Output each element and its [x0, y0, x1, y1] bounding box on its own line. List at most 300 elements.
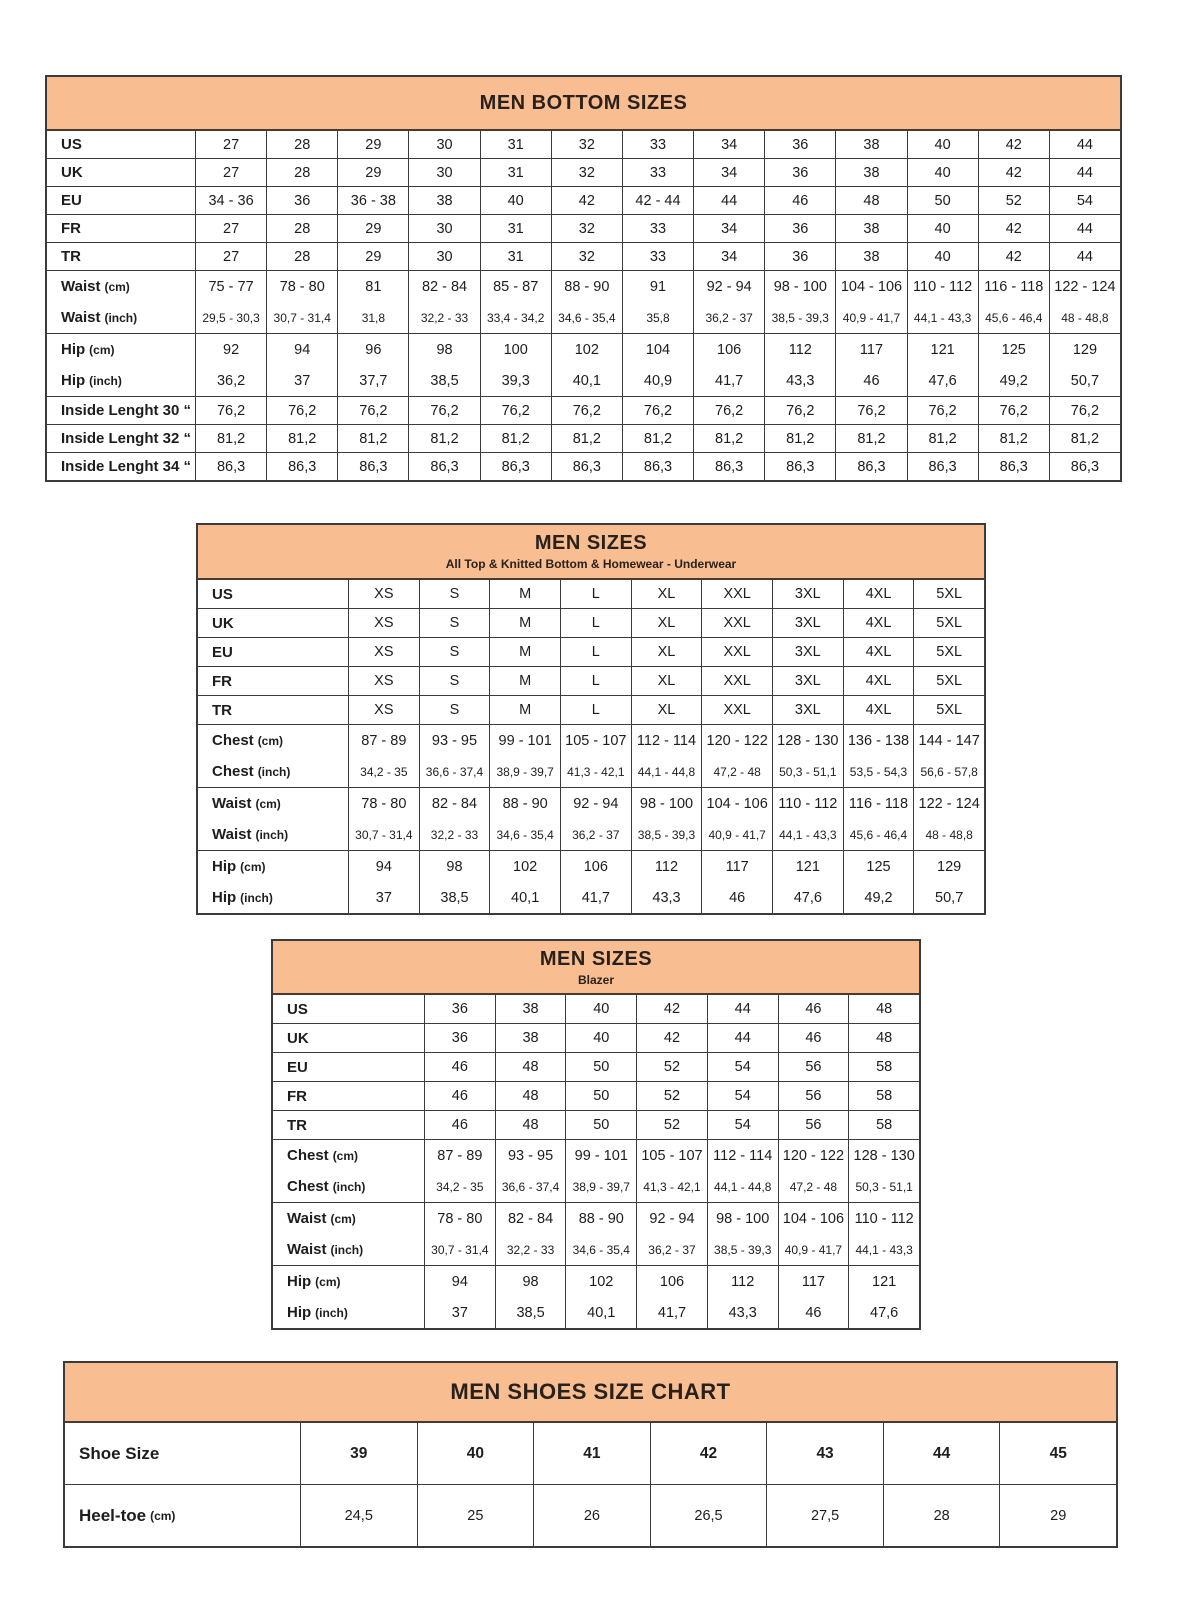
- size-cell: 34: [693, 243, 764, 270]
- size-cell: 56: [778, 1053, 849, 1081]
- size-cell: 32: [551, 159, 622, 186]
- size-cell: 136 - 138: [843, 725, 914, 756]
- size-cell: 106: [636, 1266, 707, 1297]
- size-cell: 116 - 118: [843, 788, 914, 819]
- size-cell: 86,3: [764, 453, 835, 480]
- size-cell: 112 - 114: [631, 725, 702, 756]
- size-cell: 42: [978, 131, 1049, 158]
- size-cell: 24,5: [300, 1485, 417, 1546]
- size-cell: 33: [622, 243, 693, 270]
- size-cell: 81,2: [693, 425, 764, 452]
- row-label-unit: (inch): [240, 890, 273, 905]
- size-cell: 44,1 - 44,8: [707, 1171, 778, 1202]
- size-cell: 34: [693, 159, 764, 186]
- size-cell: 48: [848, 1024, 919, 1052]
- size-cell: 88 - 90: [489, 788, 560, 819]
- size-cell: 36,2 - 37: [693, 302, 764, 333]
- size-cell: 56: [778, 1111, 849, 1139]
- size-cell: 112: [707, 1266, 778, 1297]
- size-cell: 36: [764, 243, 835, 270]
- size-cell: 40: [565, 1024, 636, 1052]
- size-cell: 4XL: [843, 696, 914, 724]
- row-group: [65, 1485, 1116, 1546]
- size-cell: 86,3: [551, 453, 622, 480]
- table-row: [47, 187, 1120, 214]
- size-cell: 81,2: [266, 425, 337, 452]
- size-cell: 45: [999, 1423, 1116, 1484]
- table-row: [198, 667, 984, 695]
- row-label: Heel-toe (cm): [79, 1505, 176, 1525]
- men-bottom-sizes-table: [45, 75, 1122, 482]
- size-cell: 52: [978, 187, 1049, 214]
- table-row: [273, 1140, 919, 1171]
- table-row: [47, 159, 1120, 186]
- size-cell: 29: [337, 159, 408, 186]
- size-cell: 98: [495, 1266, 566, 1297]
- size-cell: 76,2: [551, 397, 622, 424]
- size-cell: 78 - 80: [348, 788, 419, 819]
- size-cell: 110 - 112: [848, 1203, 919, 1234]
- size-cell: 28: [883, 1485, 1000, 1546]
- size-cell: 86,3: [693, 453, 764, 480]
- size-cell: 125: [843, 851, 914, 882]
- table-row: [273, 1111, 919, 1139]
- size-cell: 81,2: [1049, 425, 1120, 452]
- size-cell: S: [419, 638, 490, 666]
- table-body: [47, 131, 1120, 480]
- size-cell: 50,3 - 51,1: [848, 1171, 919, 1202]
- size-cell: 36 - 38: [337, 187, 408, 214]
- size-cell: 36,6 - 37,4: [495, 1171, 566, 1202]
- size-cell: 44: [707, 995, 778, 1023]
- men-sizes-blazer-table: [271, 939, 921, 1330]
- size-cell: 112: [764, 334, 835, 365]
- row-label: UK: [287, 1029, 309, 1047]
- size-cell: 50,7: [913, 882, 984, 913]
- row-group: [198, 788, 984, 851]
- size-cell: 58: [848, 1111, 919, 1139]
- table-row: [198, 819, 984, 850]
- row-label: Hip (inch): [287, 1304, 348, 1321]
- row-label: TR: [61, 248, 81, 265]
- size-cell: 50: [565, 1053, 636, 1081]
- size-cell: 85 - 87: [480, 271, 551, 302]
- size-cell: 46: [778, 1024, 849, 1052]
- size-cell: 99 - 101: [565, 1140, 636, 1171]
- table-row: [47, 365, 1120, 396]
- table-row: [273, 1053, 919, 1081]
- size-cell: 129: [1049, 334, 1120, 365]
- row-label-unit: (cm): [150, 1508, 176, 1523]
- size-cell: 42: [978, 243, 1049, 270]
- table-row: [273, 1024, 919, 1052]
- size-cell: 58: [848, 1082, 919, 1110]
- size-cell: 99 - 101: [489, 725, 560, 756]
- size-cell: 76,2: [622, 397, 693, 424]
- size-cell: 38,5: [419, 882, 490, 913]
- size-cell: 128 - 130: [772, 725, 843, 756]
- size-cell: 81,2: [835, 425, 906, 452]
- row-label-unit: (inch): [89, 373, 122, 388]
- size-cell: 86,3: [195, 453, 266, 480]
- table-row: [273, 1082, 919, 1110]
- size-cell: 44,1 - 43,3: [848, 1234, 919, 1265]
- row-group: [47, 215, 1120, 243]
- table-title: MEN SIZES: [539, 947, 653, 970]
- size-cell: 98 - 100: [631, 788, 702, 819]
- row-label-unit: (cm): [240, 859, 266, 874]
- size-cell: 40,9 - 41,7: [835, 302, 906, 333]
- size-cell: S: [419, 667, 490, 695]
- size-cell: 3XL: [772, 667, 843, 695]
- size-cell: 102: [565, 1266, 636, 1297]
- size-cell: 47,6: [772, 882, 843, 913]
- size-cell: 3XL: [772, 696, 843, 724]
- row-label: EU: [61, 192, 82, 209]
- row-group: [47, 243, 1120, 271]
- size-cell: 33: [622, 131, 693, 158]
- size-cell: 44: [707, 1024, 778, 1052]
- size-cell: 5XL: [913, 667, 984, 695]
- size-cell: 104 - 106: [701, 788, 772, 819]
- size-cell: 30: [408, 159, 479, 186]
- size-cell: 43,3: [631, 882, 702, 913]
- row-label: FR: [212, 672, 232, 690]
- row-group: [198, 851, 984, 913]
- table-title-band: [273, 941, 919, 995]
- size-cell: 34,6 - 35,4: [489, 819, 560, 850]
- row-group: [198, 580, 984, 609]
- size-cell: 48: [495, 1053, 566, 1081]
- men-shoes-size-chart-table: [63, 1361, 1118, 1548]
- size-cell: 3XL: [772, 638, 843, 666]
- size-cell: 110 - 112: [907, 271, 978, 302]
- size-cell: 34: [693, 131, 764, 158]
- size-cell: 5XL: [913, 638, 984, 666]
- size-cell: 41,3 - 42,1: [636, 1171, 707, 1202]
- row-label: Hip (inch): [212, 889, 273, 906]
- size-cell: 117: [835, 334, 906, 365]
- size-cell: 41,3 - 42,1: [560, 756, 631, 787]
- size-cell: 93 - 95: [419, 725, 490, 756]
- size-cell: 76,2: [195, 397, 266, 424]
- size-cell: 105 - 107: [636, 1140, 707, 1171]
- size-cell: 5XL: [913, 580, 984, 608]
- row-group: [273, 1053, 919, 1082]
- row-group: [273, 995, 919, 1024]
- size-cell: 105 - 107: [560, 725, 631, 756]
- size-cell: XS: [348, 696, 419, 724]
- size-cell: 36,2 - 37: [636, 1234, 707, 1265]
- row-label-unit: (inch): [104, 310, 138, 325]
- size-cell: 52: [636, 1053, 707, 1081]
- size-cell: XL: [631, 609, 702, 637]
- size-cell: 76,2: [480, 397, 551, 424]
- size-cell: S: [419, 609, 490, 637]
- size-cell: 76,2: [266, 397, 337, 424]
- size-cell: 76,2: [1049, 397, 1120, 424]
- size-cell: 27,5: [766, 1485, 883, 1546]
- size-cell: 28: [266, 131, 337, 158]
- table-subtitle: Blazer: [577, 972, 615, 987]
- size-cell: S: [419, 580, 490, 608]
- size-cell: 86,3: [622, 453, 693, 480]
- row-label: Waist (cm): [61, 278, 130, 295]
- size-cell: 36,6 - 37,4: [419, 756, 490, 787]
- size-cell: 47,6: [848, 1297, 919, 1328]
- size-cell: 37: [266, 365, 337, 396]
- size-cell: M: [489, 580, 560, 608]
- row-label-unit: (cm): [104, 279, 130, 294]
- size-cell: 33: [622, 159, 693, 186]
- size-cell: 40: [417, 1423, 534, 1484]
- size-cell: 48 - 48,8: [1049, 302, 1120, 333]
- size-cell: 42: [551, 187, 622, 214]
- table-row: [47, 397, 1120, 424]
- size-cell: 78 - 80: [266, 271, 337, 302]
- size-cell: 76,2: [408, 397, 479, 424]
- size-cell: 38: [495, 1024, 566, 1052]
- row-label-unit: (cm): [257, 733, 284, 748]
- size-cell: 47,6: [907, 365, 978, 396]
- size-cell: 32,2 - 33: [419, 819, 490, 850]
- row-label: Hip (inch): [61, 372, 122, 389]
- size-cell: 41,7: [693, 365, 764, 396]
- size-cell: 98: [419, 851, 490, 882]
- table-row: [273, 1203, 919, 1234]
- size-cell: L: [560, 609, 631, 637]
- size-cell: 29: [337, 215, 408, 242]
- size-cell: 38: [835, 243, 906, 270]
- table-body: [65, 1423, 1116, 1546]
- row-group: [65, 1423, 1116, 1485]
- size-cell: 86,3: [408, 453, 479, 480]
- table-row: [198, 580, 984, 608]
- size-cell: 34 - 36: [195, 187, 266, 214]
- size-cell: XS: [348, 638, 419, 666]
- men-sizes-top-table: [196, 523, 986, 915]
- size-cell: XXL: [701, 696, 772, 724]
- size-cell: XS: [348, 667, 419, 695]
- row-label: Chest (inch): [212, 763, 291, 780]
- size-cell: 121: [848, 1266, 919, 1297]
- size-cell: 86,3: [907, 453, 978, 480]
- row-label: Chest (cm): [212, 732, 284, 749]
- size-cell: 36: [764, 159, 835, 186]
- size-cell: 125: [978, 334, 1049, 365]
- size-cell: 4XL: [843, 667, 914, 695]
- table-row: [47, 302, 1120, 333]
- size-cell: 50: [565, 1082, 636, 1110]
- size-cell: 42: [636, 1024, 707, 1052]
- size-cell: 40,9 - 41,7: [778, 1234, 849, 1265]
- size-cell: 42: [978, 215, 1049, 242]
- size-cell: 81,2: [622, 425, 693, 452]
- size-cell: 40: [565, 995, 636, 1023]
- size-cell: 41: [533, 1423, 650, 1484]
- row-group: [273, 1024, 919, 1053]
- size-cell: 46: [424, 1111, 495, 1139]
- size-cell: 34,6 - 35,4: [551, 302, 622, 333]
- row-group: [198, 725, 984, 788]
- table-row: [47, 271, 1120, 302]
- size-cell: 37: [424, 1297, 495, 1328]
- size-cell: XL: [631, 580, 702, 608]
- table-title: MEN SIZES: [534, 532, 648, 554]
- size-cell: 31: [480, 215, 551, 242]
- size-cell: 28: [266, 243, 337, 270]
- size-cell: 54: [707, 1053, 778, 1081]
- size-cell: 32: [551, 131, 622, 158]
- size-cell: 34: [693, 215, 764, 242]
- size-cell: 112 - 114: [707, 1140, 778, 1171]
- size-cell: 46: [701, 882, 772, 913]
- size-cell: 48: [848, 995, 919, 1023]
- size-cell: 81: [337, 271, 408, 302]
- size-cell: 104: [622, 334, 693, 365]
- size-cell: 56,6 - 57,8: [913, 756, 984, 787]
- size-cell: 76,2: [764, 397, 835, 424]
- size-cell: 96: [337, 334, 408, 365]
- size-cell: 92: [195, 334, 266, 365]
- size-cell: 86,3: [835, 453, 906, 480]
- row-label: Hip (cm): [287, 1273, 341, 1290]
- size-cell: 46: [835, 365, 906, 396]
- row-group: [273, 1203, 919, 1266]
- size-cell: 38: [835, 159, 906, 186]
- size-cell: 44,1 - 43,3: [907, 302, 978, 333]
- row-group: [47, 397, 1120, 425]
- size-cell: 38,9 - 39,7: [489, 756, 560, 787]
- size-cell: 32: [551, 243, 622, 270]
- size-cell: 86,3: [978, 453, 1049, 480]
- row-group: [273, 1111, 919, 1140]
- size-cell: 106: [560, 851, 631, 882]
- table-row: [198, 638, 984, 666]
- size-cell: 40: [480, 187, 551, 214]
- size-cell: 81,2: [764, 425, 835, 452]
- row-label: FR: [61, 220, 81, 237]
- size-cell: 30: [408, 243, 479, 270]
- table-row: [47, 215, 1120, 242]
- table-body: [198, 580, 984, 913]
- size-cell: 76,2: [835, 397, 906, 424]
- size-cell: 38,9 - 39,7: [565, 1171, 636, 1202]
- table-title-band: [198, 525, 984, 580]
- size-cell: 5XL: [913, 696, 984, 724]
- size-cell: 54: [1049, 187, 1120, 214]
- table-row: [273, 1297, 919, 1328]
- size-cell: 120 - 122: [778, 1140, 849, 1171]
- size-cell: 40,9: [622, 365, 693, 396]
- size-cell: 81,2: [408, 425, 479, 452]
- size-cell: 81,2: [480, 425, 551, 452]
- table-row: [47, 453, 1120, 480]
- size-cell: 76,2: [693, 397, 764, 424]
- size-cell: 122 - 124: [1049, 271, 1120, 302]
- size-cell: 92 - 94: [560, 788, 631, 819]
- row-label: EU: [287, 1058, 308, 1076]
- size-cell: 44: [1049, 243, 1120, 270]
- size-cell: 38,5 - 39,3: [764, 302, 835, 333]
- size-cell: 104 - 106: [778, 1203, 849, 1234]
- size-cell: 76,2: [978, 397, 1049, 424]
- row-label: US: [212, 585, 233, 603]
- size-cell: 38: [495, 995, 566, 1023]
- size-cell: 81,2: [195, 425, 266, 452]
- size-cell: 104 - 106: [835, 271, 906, 302]
- size-cell: 48 - 48,8: [913, 819, 984, 850]
- size-cell: 44: [693, 187, 764, 214]
- size-cell: M: [489, 609, 560, 637]
- size-cell: 106: [693, 334, 764, 365]
- size-cell: 32: [551, 215, 622, 242]
- size-cell: 27: [195, 243, 266, 270]
- table-row: [198, 725, 984, 756]
- row-group: [273, 1140, 919, 1203]
- size-cell: 31,8: [337, 302, 408, 333]
- size-cell: 40,1: [489, 882, 560, 913]
- row-label: Shoe Size: [79, 1443, 160, 1463]
- size-cell: 144 - 147: [913, 725, 984, 756]
- size-cell: S: [419, 696, 490, 724]
- size-cell: 26,5: [650, 1485, 767, 1546]
- table-row: [273, 1266, 919, 1297]
- size-cell: 46: [424, 1082, 495, 1110]
- table-row: [47, 334, 1120, 365]
- size-cell: 94: [424, 1266, 495, 1297]
- size-cell: 31: [480, 131, 551, 158]
- size-cell: 44,1 - 43,3: [772, 819, 843, 850]
- size-cell: 41,7: [560, 882, 631, 913]
- row-label-unit: (inch): [315, 1305, 348, 1320]
- table-row: [198, 882, 984, 913]
- size-cell: XXL: [701, 609, 772, 637]
- size-cell: 122 - 124: [913, 788, 984, 819]
- row-label-unit: (inch): [257, 764, 291, 779]
- row-label: Chest (inch): [287, 1178, 366, 1195]
- size-cell: 82 - 84: [419, 788, 490, 819]
- size-cell: 33,4 - 34,2: [480, 302, 551, 333]
- size-cell: XXL: [701, 580, 772, 608]
- row-label-unit: (inch): [255, 827, 289, 842]
- row-label: TR: [212, 701, 232, 719]
- size-cell: 39,3: [480, 365, 551, 396]
- size-cell: 43: [766, 1423, 883, 1484]
- size-cell: 31: [480, 243, 551, 270]
- size-cell: 31: [480, 159, 551, 186]
- size-cell: 46: [764, 187, 835, 214]
- size-cell: 44: [1049, 131, 1120, 158]
- size-cell: 30,7 - 31,4: [266, 302, 337, 333]
- table-body: [273, 995, 919, 1328]
- row-label: Inside Lenght 34 “: [61, 458, 192, 475]
- size-cell: 29: [999, 1485, 1116, 1546]
- size-cell: 40: [907, 215, 978, 242]
- size-cell: 32,2 - 33: [408, 302, 479, 333]
- row-label: Waist (inch): [287, 1241, 364, 1258]
- size-cell: 4XL: [843, 609, 914, 637]
- size-cell: 39: [300, 1423, 417, 1484]
- size-cell: 41,7: [636, 1297, 707, 1328]
- row-label: Inside Lenght 30 “: [61, 402, 192, 419]
- size-cell: 82 - 84: [408, 271, 479, 302]
- row-label: Waist (inch): [61, 309, 138, 326]
- table-title: MEN BOTTOM SIZES: [479, 91, 688, 114]
- size-cell: 87 - 89: [424, 1140, 495, 1171]
- row-label: FR: [287, 1087, 307, 1105]
- size-cell: XL: [631, 696, 702, 724]
